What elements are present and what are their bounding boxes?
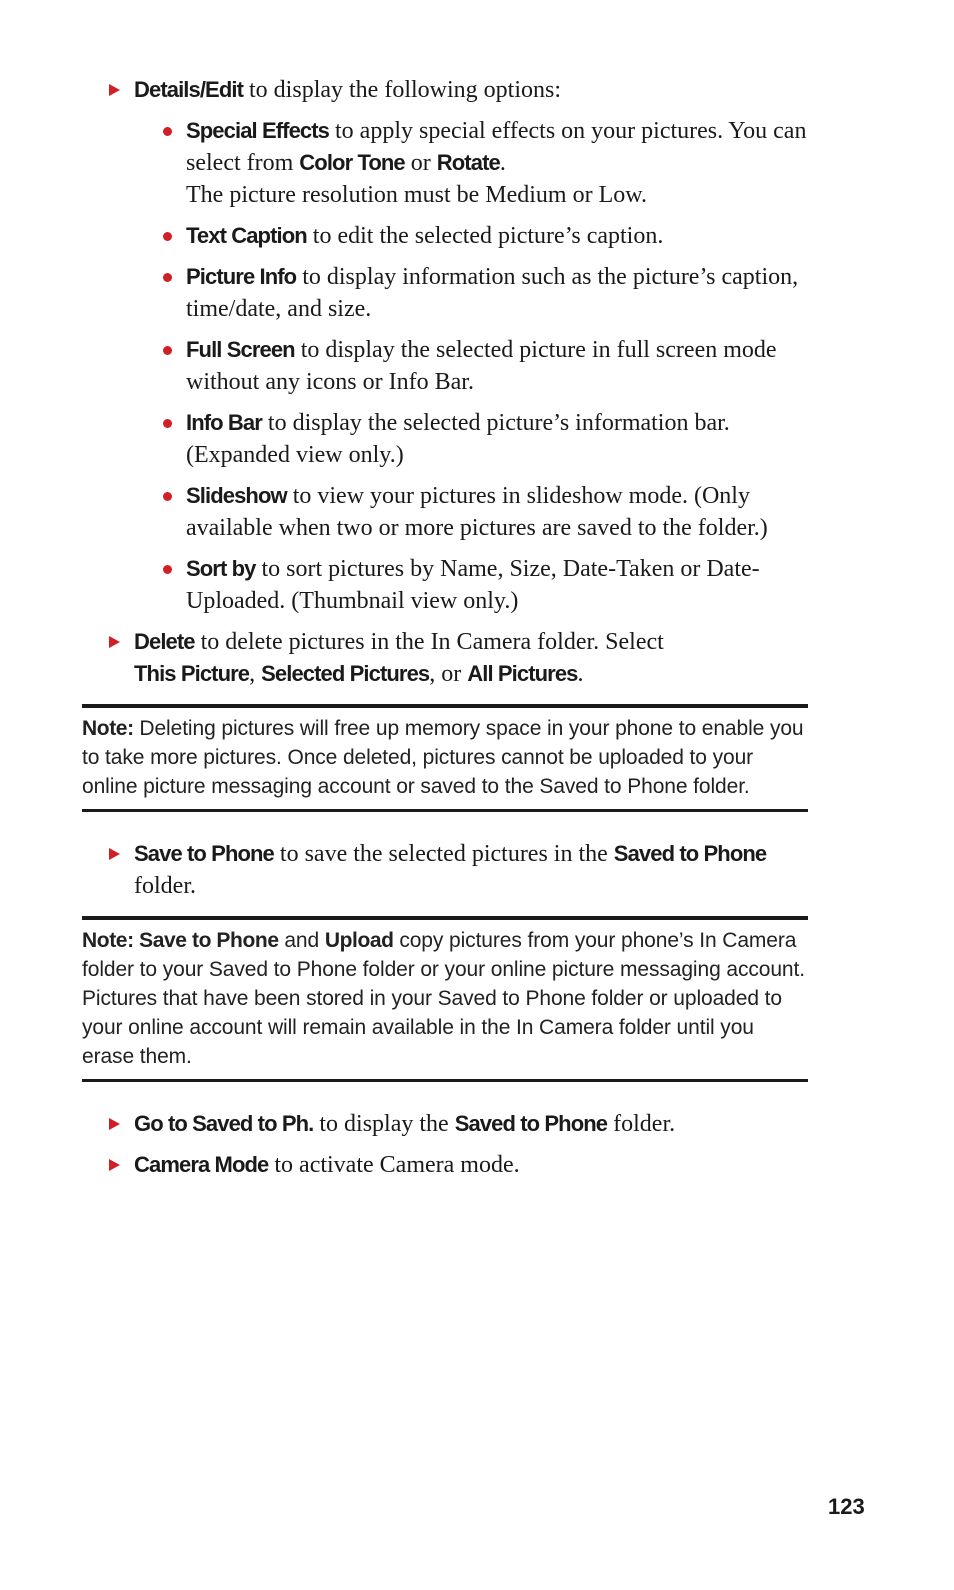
- term-this-picture: This Picture: [134, 661, 250, 686]
- sub-item-picture-info: [82, 261, 808, 325]
- desc-save-to-phone: to save the selected pictures in the: [273, 841, 614, 867]
- list-item-delete: [82, 626, 808, 690]
- sep-end: .: [577, 661, 584, 687]
- term-go-to-saved: Go to Saved to Ph.: [134, 1111, 314, 1136]
- page-content: [82, 74, 808, 1190]
- dot-bullet-icon: [163, 565, 172, 574]
- term-color-tone: Color Tone: [299, 150, 405, 175]
- desc-details-edit: to display the following options:: [243, 77, 562, 103]
- term-selected-pictures: Selected Pictures: [261, 661, 430, 686]
- sub-item-full-screen: [82, 334, 808, 398]
- term-special-effects: Special Effects: [186, 118, 330, 143]
- dot-bullet-icon: [163, 232, 172, 241]
- list-item-go-to-saved: [82, 1108, 808, 1140]
- dot-bullet-icon: [163, 273, 172, 282]
- desc-folder: folder.: [607, 1111, 676, 1137]
- term-details-edit: Details/Edit: [134, 77, 244, 102]
- note-text: Deleting pictures will free up memory space in your phone to enable you to take more pictures. Once deleted, pictures cannot be uploaded to your online picture messaging account or saved to the Saved to Phone folder.: [82, 717, 804, 798]
- term-save-to-phone: Save to Phone: [134, 841, 274, 866]
- note-text: copy pictures from your phone’s In Camera folder to your Saved to Phone folder or your online picture messaging account. Pictures that have been stored in your Saved to Phone folder or uploaded to your online account will remain available in the In Camera folder until you erase them.: [82, 929, 805, 1068]
- desc-picture-info: to display information such as the picture’s caption, time/date, and size.: [186, 264, 799, 322]
- page-number: 123: [828, 1494, 865, 1519]
- desc-delete: to delete pictures in the In Camera folder. Select: [194, 629, 664, 655]
- term-slideshow: Slideshow: [186, 483, 287, 508]
- desc-sort-by: to sort pictures by Name, Size, Date-Taken or Date-Uploaded. (Thumbnail view only.): [186, 556, 760, 614]
- note-box-save-upload: [82, 916, 808, 1082]
- term-text-caption: Text Caption: [186, 223, 307, 248]
- term-saved-to-phone: Saved to Phone: [613, 841, 767, 866]
- desc-full-screen: to display the selected picture in full screen mode without any icons or Info Bar.: [186, 337, 777, 395]
- sep-1: ,: [249, 661, 262, 687]
- term-picture-info: Picture Info: [186, 264, 297, 289]
- sub-item-info-bar: [82, 407, 808, 471]
- term-camera-mode: Camera Mode: [134, 1152, 269, 1177]
- note-term-upload: Upload: [324, 929, 394, 952]
- sep-2: , or: [429, 661, 468, 687]
- term-rotate: Rotate: [436, 150, 500, 175]
- term-sort-by: Sort by: [186, 556, 256, 581]
- list-item-camera-mode: [82, 1149, 808, 1181]
- desc-period: .: [499, 150, 506, 176]
- sub-item-slideshow: [82, 480, 808, 544]
- arrow-bullet-icon: [109, 636, 120, 648]
- note-box-deleting: [82, 704, 808, 812]
- term-delete: Delete: [134, 629, 195, 654]
- dot-bullet-icon: [163, 419, 172, 428]
- arrow-bullet-icon: [109, 1118, 120, 1130]
- dot-bullet-icon: [163, 346, 172, 355]
- list-item-save-to-phone: [82, 838, 808, 902]
- list-item-details-edit: [82, 74, 808, 106]
- arrow-bullet-icon: [109, 1159, 120, 1171]
- sub-item-text-caption: [82, 220, 808, 252]
- desc-resolution: The picture resolution must be Medium or Low.: [186, 182, 648, 208]
- note-label: Note:: [82, 717, 134, 740]
- note-and: and: [278, 929, 325, 952]
- desc-go-to-saved: to display the: [313, 1111, 455, 1137]
- desc-slideshow: to view your pictures in slideshow mode. (Only available when two or more pictures are saved to the folder.): [186, 483, 768, 541]
- desc-special-effects: to apply special effects on your pictures. You can select from: [186, 118, 807, 176]
- arrow-bullet-icon: [109, 84, 120, 96]
- desc-folder: folder.: [134, 873, 196, 899]
- arrow-bullet-icon: [109, 848, 120, 860]
- term-all-pictures: All Pictures: [467, 661, 578, 686]
- sub-item-special-effects: [82, 115, 808, 211]
- dot-bullet-icon: [163, 492, 172, 501]
- sub-item-sort-by: [82, 553, 808, 617]
- desc-text-caption: to edit the selected picture’s caption.: [306, 223, 664, 249]
- term-saved-to-phone: Saved to Phone: [454, 1111, 608, 1136]
- term-info-bar: Info Bar: [186, 410, 262, 435]
- term-full-screen: Full Screen: [186, 337, 295, 362]
- note-label: Note: Save to Phone: [82, 929, 279, 952]
- dot-bullet-icon: [163, 127, 172, 136]
- desc-camera-mode: to activate Camera mode.: [268, 1152, 520, 1178]
- desc-or: or: [404, 150, 437, 176]
- desc-info-bar: to display the selected picture’s information bar. (Expanded view only.): [186, 410, 730, 468]
